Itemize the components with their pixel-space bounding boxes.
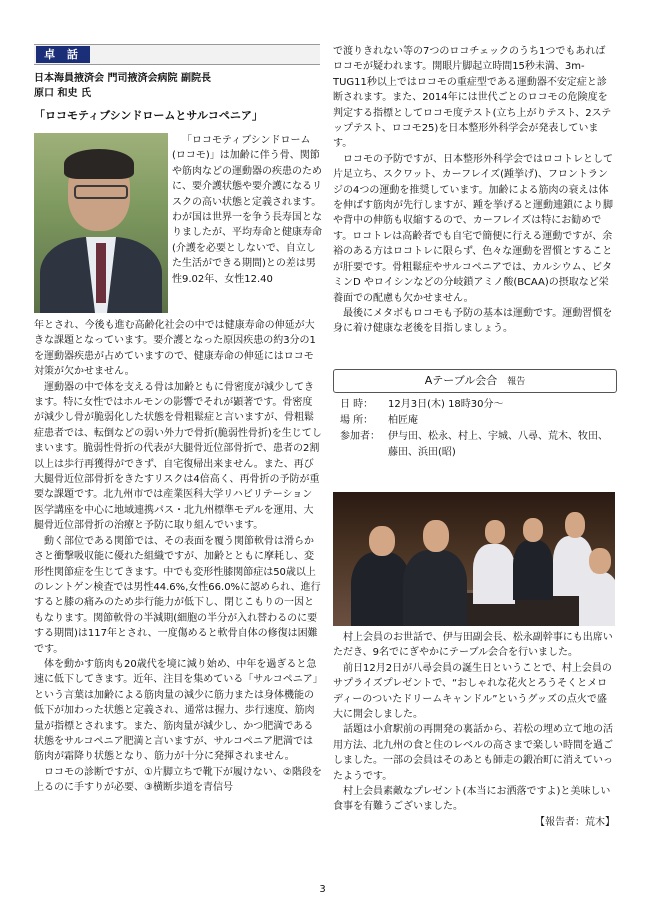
date-value: 12月3日(木) 18時30分～	[388, 399, 504, 410]
date-label: 日 時：	[340, 399, 374, 410]
meeting-report-header	[333, 369, 617, 393]
report-paragraph: 話題は小倉駅前の再開発の裏話から、若松の埋め立て地の活用方法、北九州の食と住のレベルの高さまで楽しい時間を過ごしました。一部の会員はそのあとも師走の鍛冶町に消えていったようです。	[333, 724, 613, 782]
place-value: 柏匠庵	[388, 415, 418, 426]
meeting-report-body	[333, 630, 615, 830]
place-label: 場 所：	[340, 415, 374, 426]
attendees-label: 参加者：	[340, 431, 380, 442]
talk-title: 「ロコモティブシンドロームとサルコペニア」	[34, 109, 263, 122]
speaker-organization: 日本海員掖済会 門司掖済会病院 副院長	[34, 73, 211, 84]
speaker-name: 原口 和史 氏	[34, 88, 91, 99]
attendees-value: 伊与田、松永、村上、宇城、八尋、荒木、牧田、藤田、浜田(昭)	[388, 431, 608, 458]
meeting-info	[340, 397, 615, 461]
page-number: 3	[319, 884, 326, 895]
speaker-photo	[34, 133, 168, 313]
report-paragraph: 前日12月2日が八尋会員の誕生日ということで、村上会員のサプライズプレゼントで、“おしゃれな花火とろうそくとメロディーのついたドリームキャンドル”というグッズの点火で盛大に開会しました。	[333, 662, 612, 721]
article-body-right	[333, 44, 615, 337]
article-paragraph: で渡りきれない等の7つのロコチェックのうち1つでもあればロコモが疑われます。開眼片脚起立時間15秒未満、3m-TUG11秒以上ではロコモの重症型である運動器不安定症と診断されます。また、2014年には世代ごとのロコモの危険度を判定する指標としてロコモ度テスト(立ち上がりテスト、2ステップテスト、ロコモ25)を日本整形外科学会が発表しています。	[333, 46, 612, 150]
article-paragraph: 「ロコモティブシンドローム(ロコモ)」は加齢に伴う骨、関節や筋肉などの運動器の疾患のために、要介護状態や要介護になるリスクの高い状態と定義されます。わが国は世界一を争う長寿国となりましたが、平均寿命と健康寿命(介護を必要としないで、自立した生活ができる期間)との差は男性9.02年、女性12.40	[172, 135, 322, 285]
article-paragraph: ロコモの診断ですが、①片脚立ちで靴下が履けない、②階段を上るのに手すりが必要、③横断歩道を青信号	[34, 766, 322, 794]
article-body-left	[34, 318, 322, 796]
article-paragraph: 年とされ、今後も進む高齢化社会の中では健康寿命の伸延が大きな課題となっています。要介護となった原因疾患の約3分の1を運動器疾患が占めていますので、健康寿命の伸延にはロコモ対策が欠かせません。	[34, 320, 316, 378]
group-photo	[333, 492, 615, 626]
article-paragraph: 運動器の中で体を支える骨は加齢ともに骨密度が減少してきます。特に女性ではホルモンの影響でそれが顕著です。骨密度が減少し骨が脆弱化した状態を骨粗鬆症と言いますが、骨粗鬆症患者では、転倒などの弱い外力で骨折(脆弱性骨折)を生じてしまいます。脆弱性骨折の代表が大腿骨近位部骨折で、患者の2割以上は歩行再獲得ができず、自宅復帰出来ません。また、再び大腿骨近位部骨折をきたすリスクは4倍高く、再骨折の予防が重要な課題です。北九州市では産業医科大学リハビリテーション医学講座を中心に地域連携パス・北九州標準モデルを運用、大腿骨近位部骨折の治療と予防に取り組んでいます。	[34, 381, 322, 532]
report-paragraph: 村上会員のお世話で、伊与田副会長、松永副幹事にも出席いただき、9名でにぎやかにテーブル会合を行いました。	[333, 632, 613, 659]
article-paragraph: ロコモの予防ですが、日本整形外科学会ではロコトレとして片足立ち、スクワット、カーフレイズ(踵挙げ)、フロントランジの4つの運動を推奨しています。加齢による筋肉の衰えは体を伸ばす筋肉が先行しますが、踵を挙げると運動連鎖により脚や背中の伸筋も収縮するので、カーフレイズは特にお勧めです。ロコトレは高齢者でも自宅で簡便に行える運動ですが、余裕のある方はロコトレに限らず、色々な運動を習慣とすることが肝要です。骨粗鬆症やサルコペニアでは、カルシウム、ビタミンD やロイシンなどの分岐鎖アミノ酸(BCAA)の摂取など栄養面での配慮も欠かせません。	[333, 153, 613, 304]
article-paragraph: 最後にメタボもロコモも予防の基本は運動です。運動習慣を身に着け健康な老後を目指しましょう。	[333, 307, 613, 335]
article-paragraph: 体を動かす筋肉も20歳代を境に減り始め、中年を過ぎると急速に低下してきます。近年、注目を集めている「サルコペニア」という言葉は加齢による筋肉量の減少に筋力または身体機能の低下が加わった状態と定義され、通常は握力、歩行速度、筋肉量が指標とされます。また、筋肉量が減少し、かつ肥満である状態をサルコペニア肥満と言いますが、サルコペニア肥満では筋肉が霜降り状態となり、筋力が十分に発揮されません。	[34, 658, 318, 763]
section-header-bar	[34, 44, 320, 65]
meeting-title-suffix: 報告	[507, 377, 526, 387]
article-intro	[172, 133, 322, 287]
meeting-title: Aテーブル会合	[424, 374, 498, 387]
section-label: 卓 話	[36, 46, 90, 63]
reporter-credit: 【報告者：荒木】	[535, 816, 615, 828]
article-paragraph: 動く部位である関節では、その表面を覆う関節軟骨は滑らかさと衝撃吸収能に優れた組織ですが、加齢とともに摩耗し、変形性関節症を生じてきます。中でも変形性膝関節症は50歳以上のレントゲン検査では男性44.6%,女性66.0%に認められ、進行すると膝の痛みのため歩行能力が低下し、閉じこもりの一因ともなります。関節軟骨の半減期(細胞の半分が入れ替わるのに要する期間)は117年とされ、一度傷めると軟骨自体の修復は困難です。	[34, 535, 321, 655]
report-paragraph: 村上会員素敵なプレゼント(本当にお洒落ですよ)と美味しい食事を有難うございました。	[333, 786, 611, 813]
